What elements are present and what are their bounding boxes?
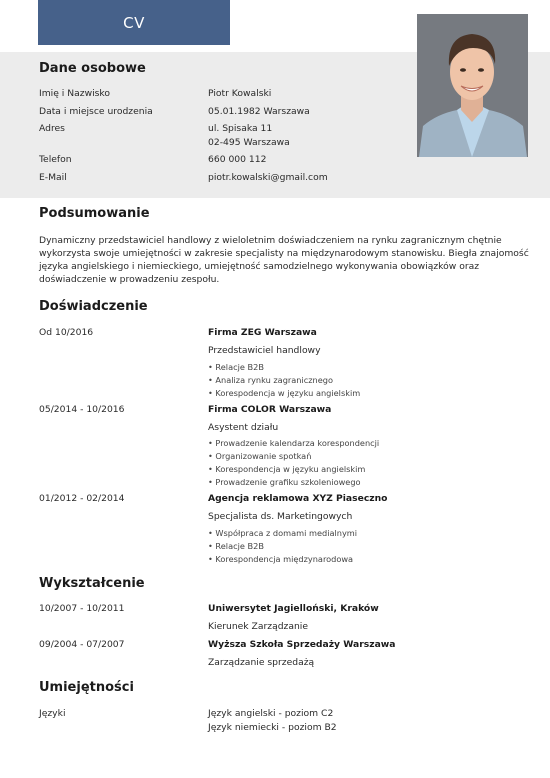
experience-section-title: Doświadczenie	[39, 299, 148, 314]
profile-photo	[417, 14, 528, 157]
personal-label-name: Imię i Nazwisko	[39, 88, 111, 99]
personal-value-birth: 05.01.1982 Warszawa	[208, 106, 310, 117]
experience-role: Przedstawiciel handlowy	[208, 345, 321, 356]
personal-value-address-street: ul. Spisaka 11	[208, 123, 273, 134]
personal-value-email: piotr.kowalski@gmail.com	[208, 172, 328, 183]
education-field: Kierunek Zarządzanie	[208, 621, 309, 632]
skills-language: Język niemiecki - poziom B2	[208, 722, 337, 733]
personal-section-title: Dane osobowe	[39, 61, 146, 76]
personal-value-phone: 660 000 112	[208, 154, 267, 165]
personal-value-address-city: 02-495 Warszawa	[208, 137, 290, 148]
experience-dates: Od 10/2016	[39, 327, 94, 338]
experience-bullet: • Korespondencja międzynarodowa	[208, 554, 354, 564]
education-school: Uniwersytet Jagielloński, Kraków	[208, 603, 379, 614]
experience-bullet: • Prowadzenie kalendarza korespondencji	[208, 438, 380, 448]
experience-company: Agencja reklamowa XYZ Piaseczno	[208, 493, 388, 504]
experience-role: Specjalista ds. Marketingowych	[208, 511, 353, 522]
summary-line: wykorzysta swoje umiejętności w zakresie specjalisty na międzynarodowym stanowisku. Biegła znajomość	[39, 248, 529, 259]
personal-label-birth: Data i miejsce urodzenia	[39, 106, 153, 117]
skills-section-title: Umiejętności	[39, 680, 134, 695]
experience-role: Asystent działu	[208, 422, 279, 433]
education-dates: 09/2004 - 07/2007	[39, 639, 125, 650]
experience-bullet: • Prowadzenie grafiku szkoleniowego	[208, 477, 361, 487]
summary-line: doświadczenie w prowadzeniu zespołu.	[39, 274, 220, 285]
experience-company: Firma COLOR Warszawa	[208, 404, 332, 415]
education-section-title: Wykształcenie	[39, 576, 145, 591]
experience-bullet: • Relacje B2B	[208, 362, 264, 372]
summary-line: Dynamiczny przedstawiciel handlowy z wieloletnim doświadczeniem na rynku zagranicznym chętnie	[39, 235, 502, 246]
personal-label-phone: Telefon	[39, 154, 72, 165]
personal-label-address: Adres	[39, 123, 65, 134]
experience-company: Firma ZEG Warszawa	[208, 327, 317, 338]
experience-dates: 01/2012 - 02/2014	[39, 493, 125, 504]
summary-section-title: Podsumowanie	[39, 206, 150, 221]
skills-label-languages: Języki	[39, 708, 66, 719]
cv-banner: CV	[38, 0, 230, 45]
experience-dates: 05/2014 - 10/2016	[39, 404, 125, 415]
experience-bullet: • Korespodencja w języku angielskim	[208, 388, 361, 398]
experience-bullet: • Analiza rynku zagranicznego	[208, 375, 333, 385]
personal-label-email: E-Mail	[39, 172, 67, 183]
summary-line: języka angielskiego i niemieckiego, umiejętność samodzielnego wykonywania obowiązków oraz	[39, 261, 480, 272]
experience-bullet: • Korespondencja w języku angielskim	[208, 464, 366, 474]
skills-language: Język angielski - poziom C2	[208, 708, 334, 719]
education-school: Wyższa Szkoła Sprzedaży Warszawa	[208, 639, 396, 650]
education-dates: 10/2007 - 10/2011	[39, 603, 125, 614]
education-field: Zarządzanie sprzedażą	[208, 657, 315, 668]
experience-bullet: • Współpraca z domami medialnymi	[208, 528, 358, 538]
experience-bullet: • Organizowanie spotkań	[208, 451, 312, 461]
experience-bullet: • Relacje B2B	[208, 541, 264, 551]
personal-value-name: Piotr Kowalski	[208, 88, 272, 99]
